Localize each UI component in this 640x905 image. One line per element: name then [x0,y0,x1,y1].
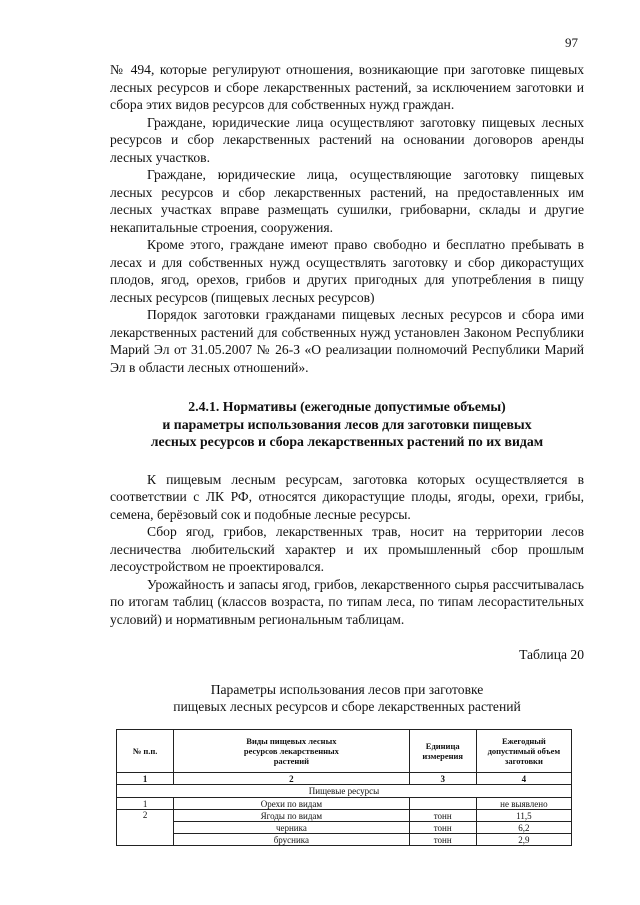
table-row [117,810,572,822]
section-heading-line: лесных ресурсов и сбора лекарственных растений по их видам [150,434,544,449]
column-number: 3 [409,773,476,785]
cell-type: Ягоды по видам [174,810,410,822]
paragraph: Порядок заготовки гражданами пищевых лесных ресурсов и сбора ими лекарственных растений для собственных нужд установлен Законом Республики Марий Эл от 31.05.2007 № 26-З «О реализации полномочий Республики Марий Эл в области лесных отношений». [110,307,584,375]
table-row [117,834,572,846]
page-content [110,61,584,846]
header-resource-type [174,730,410,773]
section-heading-line: и параметры использования лесов для заготовки пищевых [162,416,532,432]
paragraph: Граждане, юридические лица, осуществляющие заготовку пищевых лесных ресурсов и сбор лекарственных растений, на предоставленных им лесных участках вправе размещать сушилки, грибоварни, склады и другие некапитальные строения, сооружения. [110,167,584,235]
cell-unit [409,798,476,810]
table-row [117,798,572,810]
header-line: Единица [425,741,460,751]
table-title [110,681,584,715]
cell-type: Орехи по видам [174,798,410,810]
paragraph: Урожайность и запасы ягод, грибов, лекарственного сырья рассчитывалась по итогам таблиц (классов возраста, по типам леса, по типам лесорастительных условий) и нормативным региональным таблицам. [110,576,584,627]
paragraph: Граждане, юридические лица осуществляют заготовку пищевых лесных ресурсов и сбор лекарственных растений на основании договоров аренды лесных участков. [110,114,584,165]
header-line: заготовки [504,756,543,766]
table-label: Таблица 20 [519,647,584,662]
cell-unit: тонн [409,822,476,834]
cell-num: 1 [117,798,174,810]
column-number-row [117,773,572,785]
table-header-row [117,730,572,773]
header-line: допустимый объем [487,746,561,756]
header-num: № п.п. [117,730,174,773]
cell-volume: 11,5 [476,810,571,822]
header-line: Ежегодный [501,736,546,746]
section-heading [110,398,584,451]
cell-unit: тонн [409,834,476,846]
parameters-table [116,729,572,846]
table-row [117,822,572,834]
page-number: 97 [565,35,578,50]
cell-unit: тонн [409,810,476,822]
paragraph: Сбор ягод, грибов, лекарственных трав, носит на территории лесов лесничества любительский характер и их промышленный сбор прошлым лесоустройством не проектировался. [110,524,584,574]
cell-type: брусника [174,834,410,846]
section-heading-line: 2.4.1. Нормативы (ежегодные допустимые объемы) [188,399,506,414]
paragraph: Кроме этого, граждане имеют право свободно и бесплатно пребывать в лесах и для собственных нужд осуществлять заготовку и сбор дикорастущих плодов, ягод, орехов, грибов и других пригодных для употребления в пищу лесных ресурсов (пищевых лесных ресурсов) [110,237,584,305]
cell-volume: 6,2 [476,822,571,834]
header-line: растений [273,756,310,766]
header-line: Виды пищевых лесных [246,736,337,746]
header-unit [409,730,476,773]
group-row [117,785,572,798]
column-number: 1 [117,773,174,785]
cell-volume: 2,9 [476,834,571,846]
cell-volume: не выявлено [476,798,571,810]
cell-type: черника [174,822,410,834]
table-title-line: Параметры использования лесов при заготовке [210,682,484,697]
paragraph: № 494, которые регулируют отношения, возникающие при заготовке пищевых лесных ресурсов и сборе лекарственных растений, за исключением заготовки и сбора этих видов ресурсов для собственных нужд граждан. [110,62,584,112]
column-number: 2 [174,773,410,785]
table-title-line: пищевых лесных ресурсов и сборе лекарственных растений [173,699,521,714]
header-annual-volume [476,730,571,773]
paragraph: К пищевым лесным ресурсам, заготовка которых осуществляется в соответствии с ЛК РФ, относятся дикорастущие плоды, ягоды, орехи, грибы, семена, берёзовый сок и подобные лесные ресурсы. [110,471,584,522]
column-number: 4 [476,773,571,785]
header-line: измерения [422,751,464,761]
header-line: ресурсов лекарственных [243,746,339,756]
group-label: Пищевые ресурсы [117,785,572,798]
cell-num: 2 [117,810,174,846]
